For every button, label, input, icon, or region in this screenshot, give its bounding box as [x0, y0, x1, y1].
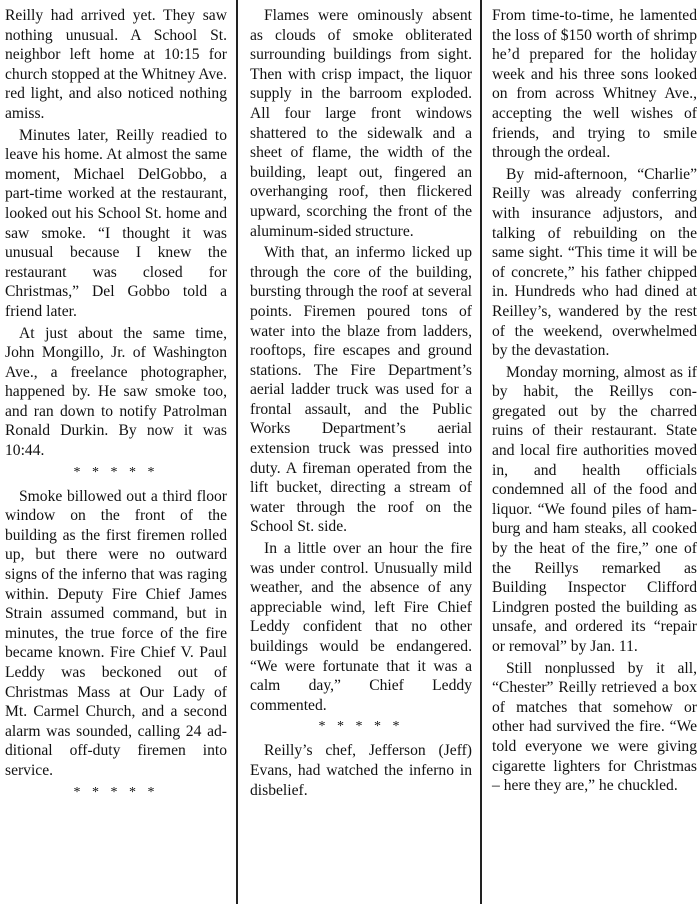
article-paragraph: Smoke billowed out a third floor window on the front of the building as the first firemen rolled up, but there were no outward signs of the inferno that was raging within. Deputy Fire Chief James Strain assumed command, but in minutes, the true force of the fire became known. Fire Chief V. Paul Leddy was beckoned out of Christmas Mass at Our Lady of Mt. Carmel Church, and a second alarm was sounded, calling 24 additional off-duty firemen into service. [5, 487, 227, 779]
article-column-2 [250, 6, 472, 904]
column-divider [236, 0, 238, 904]
article-paragraph: From time-to-time, he lamented the loss of $150 worth of shrimp he’d prepared for the holiday week and his three sons looked on from across Whitney Ave., accepting the well wishes of friends, and trying to smile through the ordeal. [492, 7, 697, 162]
article-column-3 [492, 6, 697, 904]
section-separator: * * * * * [73, 784, 159, 800]
section-separator: * * * * * [318, 719, 404, 735]
article-paragraph: Flames were ominously absent as clouds of smoke obliterated surrounding buildings from sight. Then with crisp impact, the liquor supply in the barroom exploded. All four large front windows shattered to the sidewalk and a sheet of flame, the width of the building, leapt out, fingered an overhanging roof, then flickered upward, scorching the front of the aluminum-sided structure. [250, 7, 472, 240]
article-paragraph: By mid-afternoon, “Charlie” Reilly was already conferring with insurance adjustors, and talking of rebuilding on the same sight. “This time it will be of concrete,” his father chipped in. Hundreds who had dined at Reilley’s, wandered by the rest of the weekend, overwhelmed by the devastation. [492, 165, 697, 360]
column-divider [480, 0, 482, 904]
article-column-1 [5, 6, 227, 904]
section-separator: * * * * * [73, 464, 159, 480]
article-paragraph: Minutes later, Reilly readied to leave his home. At almost the same moment, Michael DelGobbo, a part-time worked at the restaurant, looked out his School St. home and saw smoke. “I thought it was unusual because I knew the restaurant was closed for Christmas,” Del Gobbo told a friend later. [5, 126, 227, 320]
article-paragraph: Reilly’s chef, Jefferson (Jeff) Evans, had watched the inferno in disbelief. [250, 742, 472, 799]
article-paragraph: With that, an infermo licked up through the core of the building, bursting through the roof at several points. Firemen poured tons of water into the blaze from ladders, rooftops, fire escapes and ground stations. The Fire Department’s aerial ladder truck was used for a frontal assault, and the Public Works Department’s aerial extension truck was pressed into duty. A fireman operated from the lift bucket, directing a stream of water through the roof on the School St. side. [250, 244, 472, 536]
article-paragraph: Monday morning, almost as if by habit, the Reillys congregated out by the charred ruins of their restaurant. State and local fire authorities moved in, and health officials condemned all of the food and liquor. “We found piles of hamburg and ham steaks, all cooked by the heat of the fire,” one of the Reillys remarked as Building Inspector Clifford Lindgren posted the building as unsafe, and ordered its “repair or removal” by Jan. 11. [492, 363, 697, 655]
article-paragraph: In a little over an hour the fire was under control. Unusually mild weather, and the absence of any appreciable wind, left Fire Chief Leddy confident that no other buildings would be endangered. “We were fortunate that it was a calm day,” Chief Leddy commented. [250, 540, 472, 714]
article-paragraph: Reilly had arrived yet. They saw nothing unusual. A School St. neighbor left home at 10:15 for church stopped at the Whitney Ave. red light, and also noticed nothing amiss. [5, 7, 228, 122]
article-paragraph: At just about the same time, John Mongillo, Jr. of Washington Ave., a freelance photographer, happened by. He saw smoke too, and ran down to notify Patrolman Ronald Durkin. By now it was 10:44. [5, 324, 227, 460]
article-paragraph: Still nonplussed by it all, “Chester” Reilly retrieved a box of matches that somehow or other had survived the fire. “We told everyone we were giving cigarette lighters for Christmas – here they are,” he chuckled. [492, 659, 697, 795]
